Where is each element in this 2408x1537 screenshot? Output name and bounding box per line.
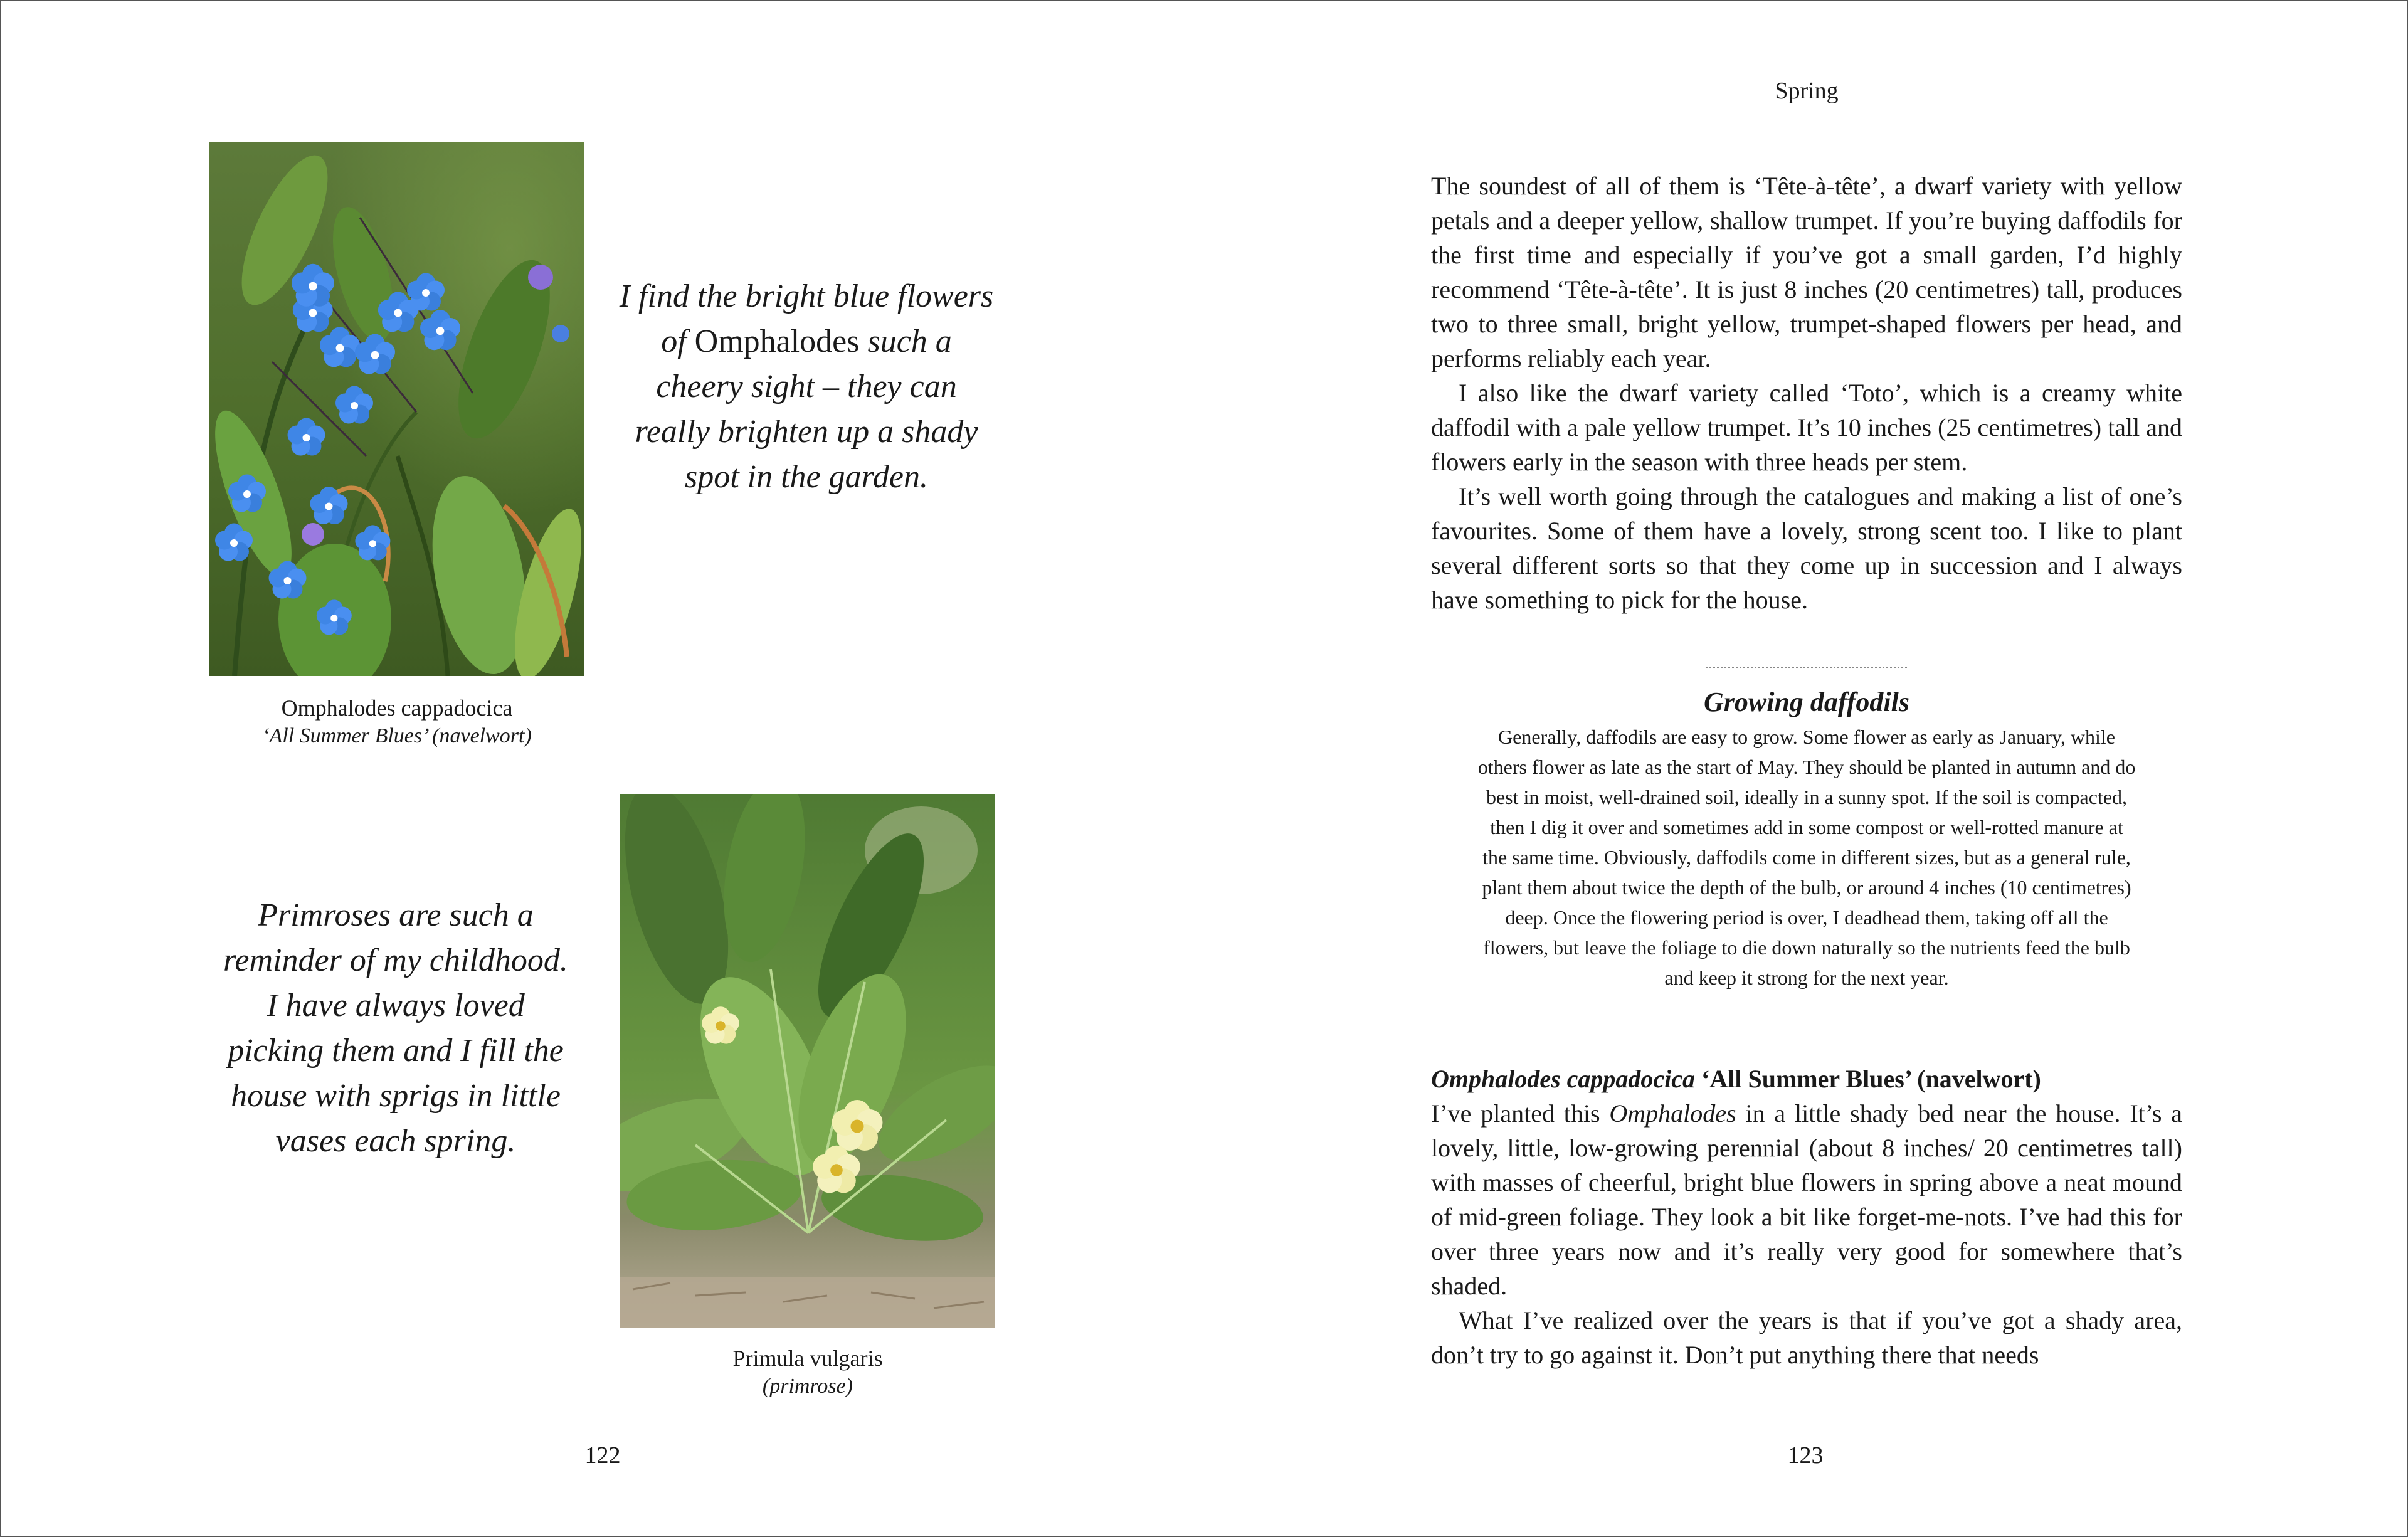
primula-caption-name: Primula vulgaris <box>732 1346 883 1371</box>
pull-quote-1-plant-name: Omphalodes <box>694 324 860 359</box>
entry-paragraph-1 <box>1431 1096 2182 1303</box>
box-divider <box>1706 667 1907 668</box>
entry-heading <box>1431 1062 2182 1096</box>
body-text-top <box>1431 169 2182 617</box>
entry-p1-genus: Omphalodes <box>1609 1099 1736 1128</box>
entry-paragraph-2: What I’ve realized over the years is that if you’ve got a shady area, don’t try to go against it. Don’t put anything there that needs <box>1431 1306 2182 1369</box>
entry-p1-start: I’ve planted this <box>1431 1099 1600 1128</box>
primula-caption <box>620 1344 995 1400</box>
paragraph-catalogues: It’s well worth going through the catalogues and making a list of one’s favourites. Some of them have a lovely, strong scent too. I like to plant several different sorts so that they come up in succession and I always have something to pick for the house. <box>1431 482 2182 614</box>
paragraph-toto: I also like the dwarf variety called ‘Toto’, which is a creamy white daffodil with a pale yellow trumpet. It’s 10 inches (25 centimetres) tall and flowers early in the season with three heads per stem. <box>1431 379 2182 476</box>
primula-caption-common-name: (primrose) <box>762 1375 853 1398</box>
primula-photo <box>620 794 995 1328</box>
growing-daffodils-box <box>1462 683 2152 993</box>
box-title: Growing daffodils <box>1703 687 1910 717</box>
page-number-left: 122 <box>584 1442 621 1469</box>
pull-quote-1-end: such a cheery sight – they can really brighten up a shady spot in the garden. <box>635 324 978 495</box>
omphalodes-illustration <box>209 142 584 676</box>
omphalodes-caption-name: Omphalodes cappadocica <box>281 695 513 721</box>
page-number-right: 123 <box>1787 1442 1824 1469</box>
box-body: Generally, daffodils are easy to grow. Some flower as early as January, while others flower as late as the start of May. They should be planted in autumn and do best in moist, well-drained soil, ideally in a sunny spot. If the soil is compacted, then I dig it over and sometimes add in some compost or well-rotted manure at the same time. Obviously, daffodils come in different sizes, but as a general rule, plant them about twice the depth of the bulb, or around 4 inches (10 centimetres) deep. Once the flowering period is over, I deadhead them, taking off all the flowers, but leave the foliage to die down naturally so the nutrients feed the bulb and keep it strong for the next year. <box>1477 726 2136 989</box>
entry-heading-latin: Omphalodes cappadocica <box>1431 1065 1696 1093</box>
pull-quote-primroses: Primroses are such a reminder of my childhood. I have always loved picking them and I fill the house with sprigs in little vases each spring. <box>223 897 568 1159</box>
running-head: Spring <box>1775 78 1839 104</box>
pull-quote-1-start: I find the bright blue flowers of <box>619 278 994 359</box>
paragraph-tete-a-tete: The soundest of all of them is ‘Tête-à-tête’, a dwarf variety with yellow petals and a deeper yellow, shallow trumpet. If you’re buying daffodils for the first time and especially if you’ve got a small garden, I’d highly recommend ‘Tête-à-tête’. It is just 8 inches (20 centimetres) tall, produces two to three small, bright yellow, trumpet-shaped flowers per head, and performs reliably each year. <box>1431 172 2182 372</box>
entry-p1-rest: in a little shady bed near the house. It’s a lovely, little, low-growing perennial (about 8 inches/ 20 centimetres tall) with masses of cheerful, bright blue flowers in spring above a neat mound of mid-green foliage. They look a bit like forget-me-nots. I’ve had this for over three years now and it’s really very good for somewhere that’s shaded. <box>1431 1099 2183 1300</box>
entry-heading-cultivar: ‘All Summer Blues’ (navelwort) <box>1701 1065 2041 1093</box>
omphalodes-caption <box>209 694 584 750</box>
primula-illustration <box>620 794 995 1328</box>
omphalodes-photo <box>209 142 584 676</box>
omphalodes-caption-variety: ‘All Summer Blues’ (navelwort) <box>262 724 532 747</box>
pull-quote-omphalodes <box>618 274 995 500</box>
body-text-bottom <box>1431 1062 2182 1372</box>
